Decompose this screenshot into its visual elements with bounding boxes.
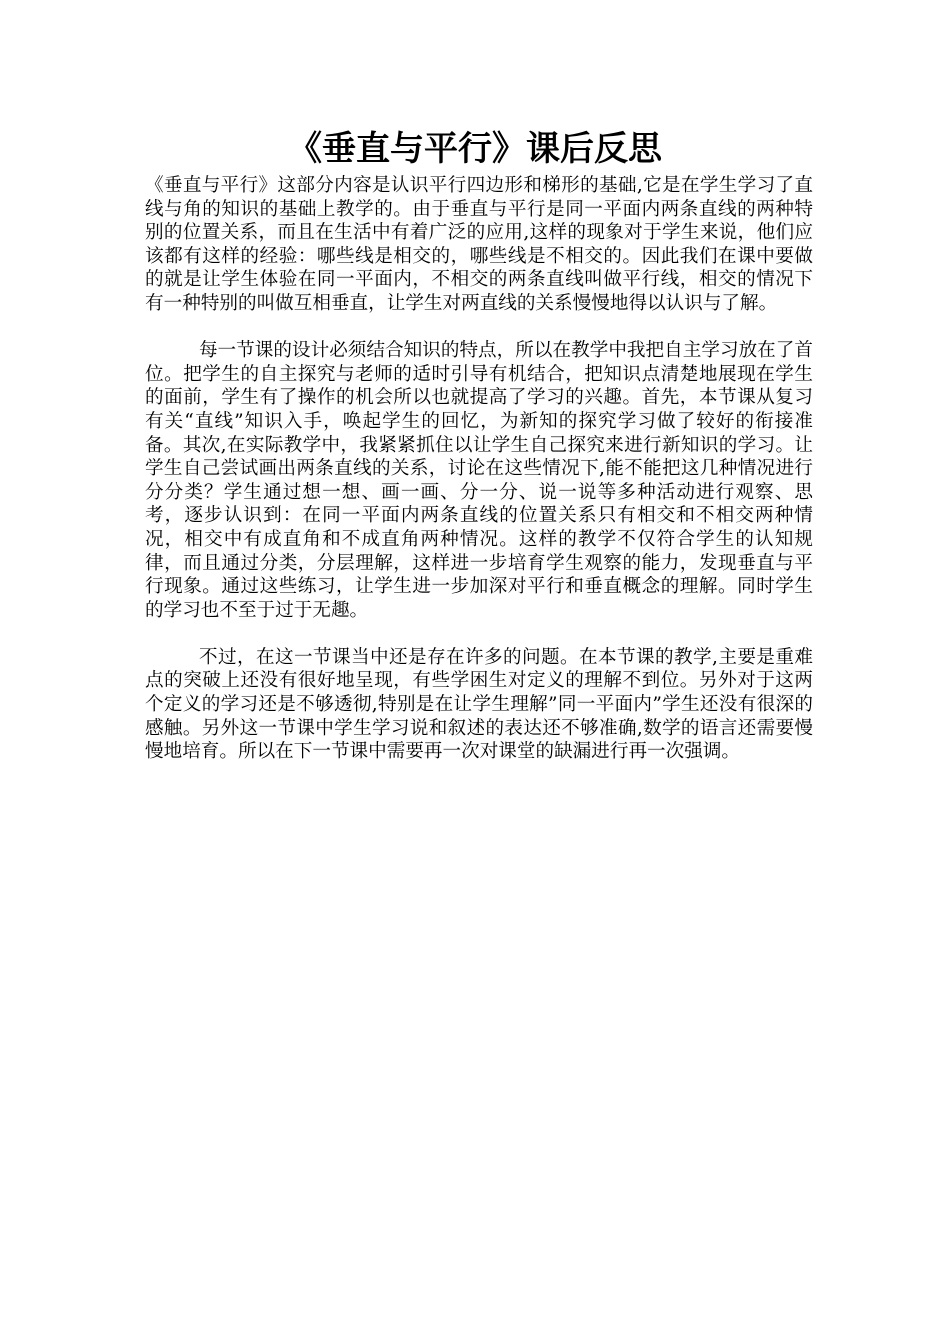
paragraph-spacer bbox=[145, 316, 813, 340]
document-title: 《垂直与平行》课后反思 bbox=[288, 129, 662, 169]
paragraph-problems: 不过，在这一节课当中还是存在许多的问题。在本节课的教学,主要是重难点的突破上还没有很好地呈现，有些学困生对定义的理解不到位。另外对于这两个定义的学习还是不够透彻,特别是在让学生理解”同一平面内”学生还没有很深的感触。另外这一节课中学生学习说和叙述的表达还不够准确,数学的语言还需要慢慢地培育。所以在下一节课中需要再一次对课堂的缺漏进行再一次强调。 bbox=[145, 646, 813, 763]
paragraph-intro: 《垂直与平行》这部分内容是认识平行四边形和梯形的基础,它是在学生学习了直线与角的知识的基础上教学的。由于垂直与平行是同一平面内两条直线的两种特别的位置关系，而且在生活中有着广泛的应用,这样的现象对于学生来说，他们应该都有这样的经验：哪些线是相交的，哪些线是不相交的。因此我们在课中要做的就是让学生体验在同一平面内，不相交的两条直线叫做平行线，相交的情况下有一种特别的叫做互相垂直，让学生对两直线的关系慢慢地得以认识与了解。 bbox=[145, 175, 813, 314]
document-body bbox=[145, 174, 813, 764]
paragraph-spacer bbox=[145, 622, 813, 646]
paragraph-teaching-design: 每一节课的设计必须结合知识的特点，所以在教学中我把自主学习放在了首位。把学生的自主探究与老师的适时引导有机结合，把知识点清楚地展现在学生的面前，学生有了操作的机会所以也就提高了学习的兴趣。首先，本节课从复习有关“直线”知识入手，唤起学生的回忆，为新知的探究学习做了较好的衔接准备。其次,在实际教学中，我紧紧抓住以让学生自己探究来进行新知识的学习。让学生自己尝试画出两条直线的关系，讨论在这些情况下,能不能把这几种情况进行分分类？学生通过想一想、画一画、分一分、说一说等多种活动进行观察、思考，逐步认识到：在同一平面内两条直线的位置关系只有相交和不相交两种情况，相交中有成直角和不成直角两种情况。这样的教学不仅符合学生的认知规律，而且通过分类，分层理解，这样进一步培育学生观察的能力，发现垂直与平行现象。通过这些练习，让学生进一步加深对平行和垂直概念的理解。同时学生的学习也不至于过于无趣。 bbox=[145, 340, 813, 621]
